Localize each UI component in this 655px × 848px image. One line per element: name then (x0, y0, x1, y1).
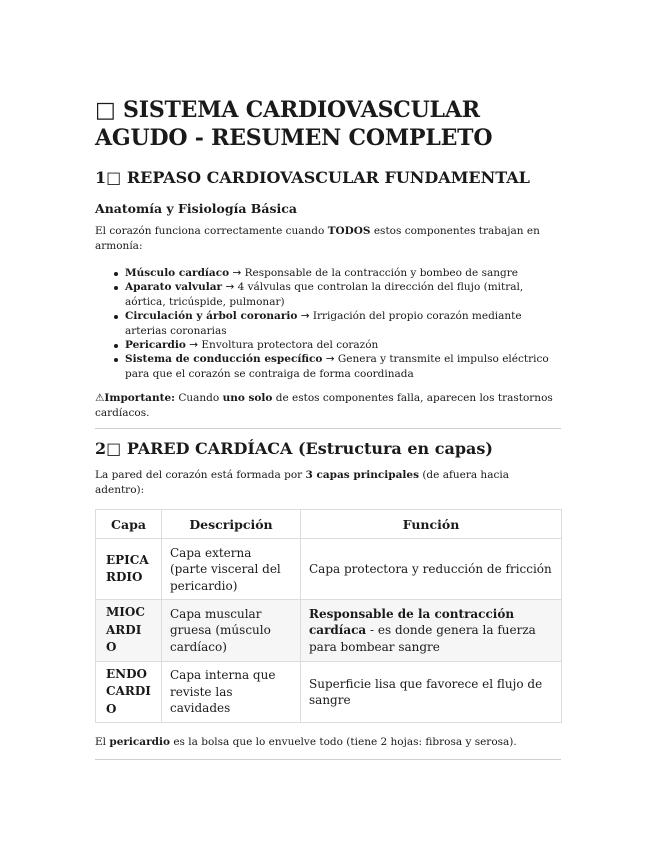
layer-function-text: - es donde genera la fuerza para bombear sangre (309, 623, 536, 654)
layer-name: ENDOCARDIO (96, 661, 162, 723)
list-item (125, 280, 561, 309)
footer-text: El (95, 736, 110, 749)
layer-function-emphasis: Responsable de la contracción cardíaca (309, 606, 515, 638)
intro-emphasis: 3 capas principales (305, 469, 419, 482)
table-row (96, 661, 562, 723)
table-row (96, 600, 562, 662)
warning-note (95, 391, 561, 421)
layer-description: Capa muscular gruesa (músculo cardíaco) (162, 600, 301, 662)
arrow-icon: → (300, 310, 310, 323)
layer-function (301, 600, 562, 662)
column-header: Capa (96, 510, 162, 539)
intro-text-end: (de afuera hacia adentro): (95, 469, 509, 497)
layer-name: EPICARDIO (96, 539, 162, 600)
section-divider (95, 759, 561, 760)
warning-text-end: de estos componentes falla, aparecen los trastornos cardíacos. (95, 392, 553, 420)
intro-text: La pared del corazón está formada por (95, 469, 306, 482)
layer-function-text: Superficie lisa que favorece el flujo de sangre (309, 676, 543, 707)
layer-description: Capa interna que reviste las cavidades (162, 661, 301, 723)
list-item (125, 309, 561, 338)
warning-label: Importante: (104, 392, 176, 405)
section1-heading: 1□ REPASO CARDIOVASCULAR FUNDAMENTAL (95, 168, 530, 187)
layer-function (301, 661, 562, 723)
layers-table (95, 509, 562, 723)
intro-text-end: estos componentes trabajan en armonía: (95, 225, 540, 252)
list-item-desc: Irrigación del propio corazón mediante arterias coronarias (125, 310, 522, 337)
list-item-desc: Genera y transmite el impulso eléctrico para que el corazón se contraiga de forma coordinada (125, 353, 549, 380)
list-item (125, 352, 561, 381)
layer-description: Capa externa (parte visceral del pericardio) (162, 539, 301, 600)
arrow-icon: → (232, 267, 242, 279)
arrow-icon: → (325, 353, 335, 366)
intro-emphasis: TODOS (327, 225, 371, 237)
list-item (125, 338, 561, 352)
list-item-term: Sistema de conducción específico (125, 353, 323, 366)
section1-intro (95, 224, 561, 254)
list-item-term: Pericardio (125, 339, 186, 352)
list-item-term: Músculo cardíaco (125, 267, 230, 279)
layer-function (301, 539, 562, 600)
table-header-row (96, 510, 562, 539)
arrow-icon: → (189, 339, 199, 352)
section1-subheading: Anatomía y Fisiología Básica (95, 201, 297, 216)
document-content (95, 96, 561, 760)
column-header: Descripción (162, 510, 301, 539)
section2-heading: 2□ PARED CARDÍACA (Estructura en capas) (95, 439, 493, 459)
footer-emphasis: pericardio (109, 736, 170, 749)
warning-emphasis: uno solo (222, 392, 273, 405)
list-item (125, 266, 561, 280)
layer-name: MIOCARDIO (96, 600, 162, 662)
list-item-desc: Responsable de la contracción y bombeo de sangre (244, 267, 518, 279)
list-item-term: Circulación y árbol coronario (125, 310, 298, 323)
warning-text: Cuando (175, 392, 223, 405)
warning-icon: ⚠ (95, 392, 105, 405)
page-title: □ SISTEMA CARDIOVASCULAR AGUDO - RESUMEN COMPLETO (95, 97, 493, 151)
list-item-desc: 4 válvulas que controlan la dirección del flujo (mitral, aórtica, tricúspide, pulmonar) (125, 281, 524, 308)
layer-function-text: Capa protectora y reducción de fricción (309, 562, 552, 576)
list-item-desc: Envoltura protectora del corazón (201, 339, 379, 352)
table-row (96, 539, 562, 600)
section2-footer (95, 735, 561, 750)
column-header: Función (301, 510, 562, 539)
footer-text-end: es la bolsa que lo envuelve todo (tiene 2 hojas: fibrosa y serosa). (169, 736, 517, 749)
list-item-term: Aparato valvular (125, 281, 223, 294)
arrow-icon: → (225, 281, 235, 294)
component-list (95, 266, 561, 381)
section-divider (95, 428, 561, 429)
intro-text: El corazón funciona correctamente cuando (95, 225, 328, 237)
section2-intro (95, 468, 561, 498)
